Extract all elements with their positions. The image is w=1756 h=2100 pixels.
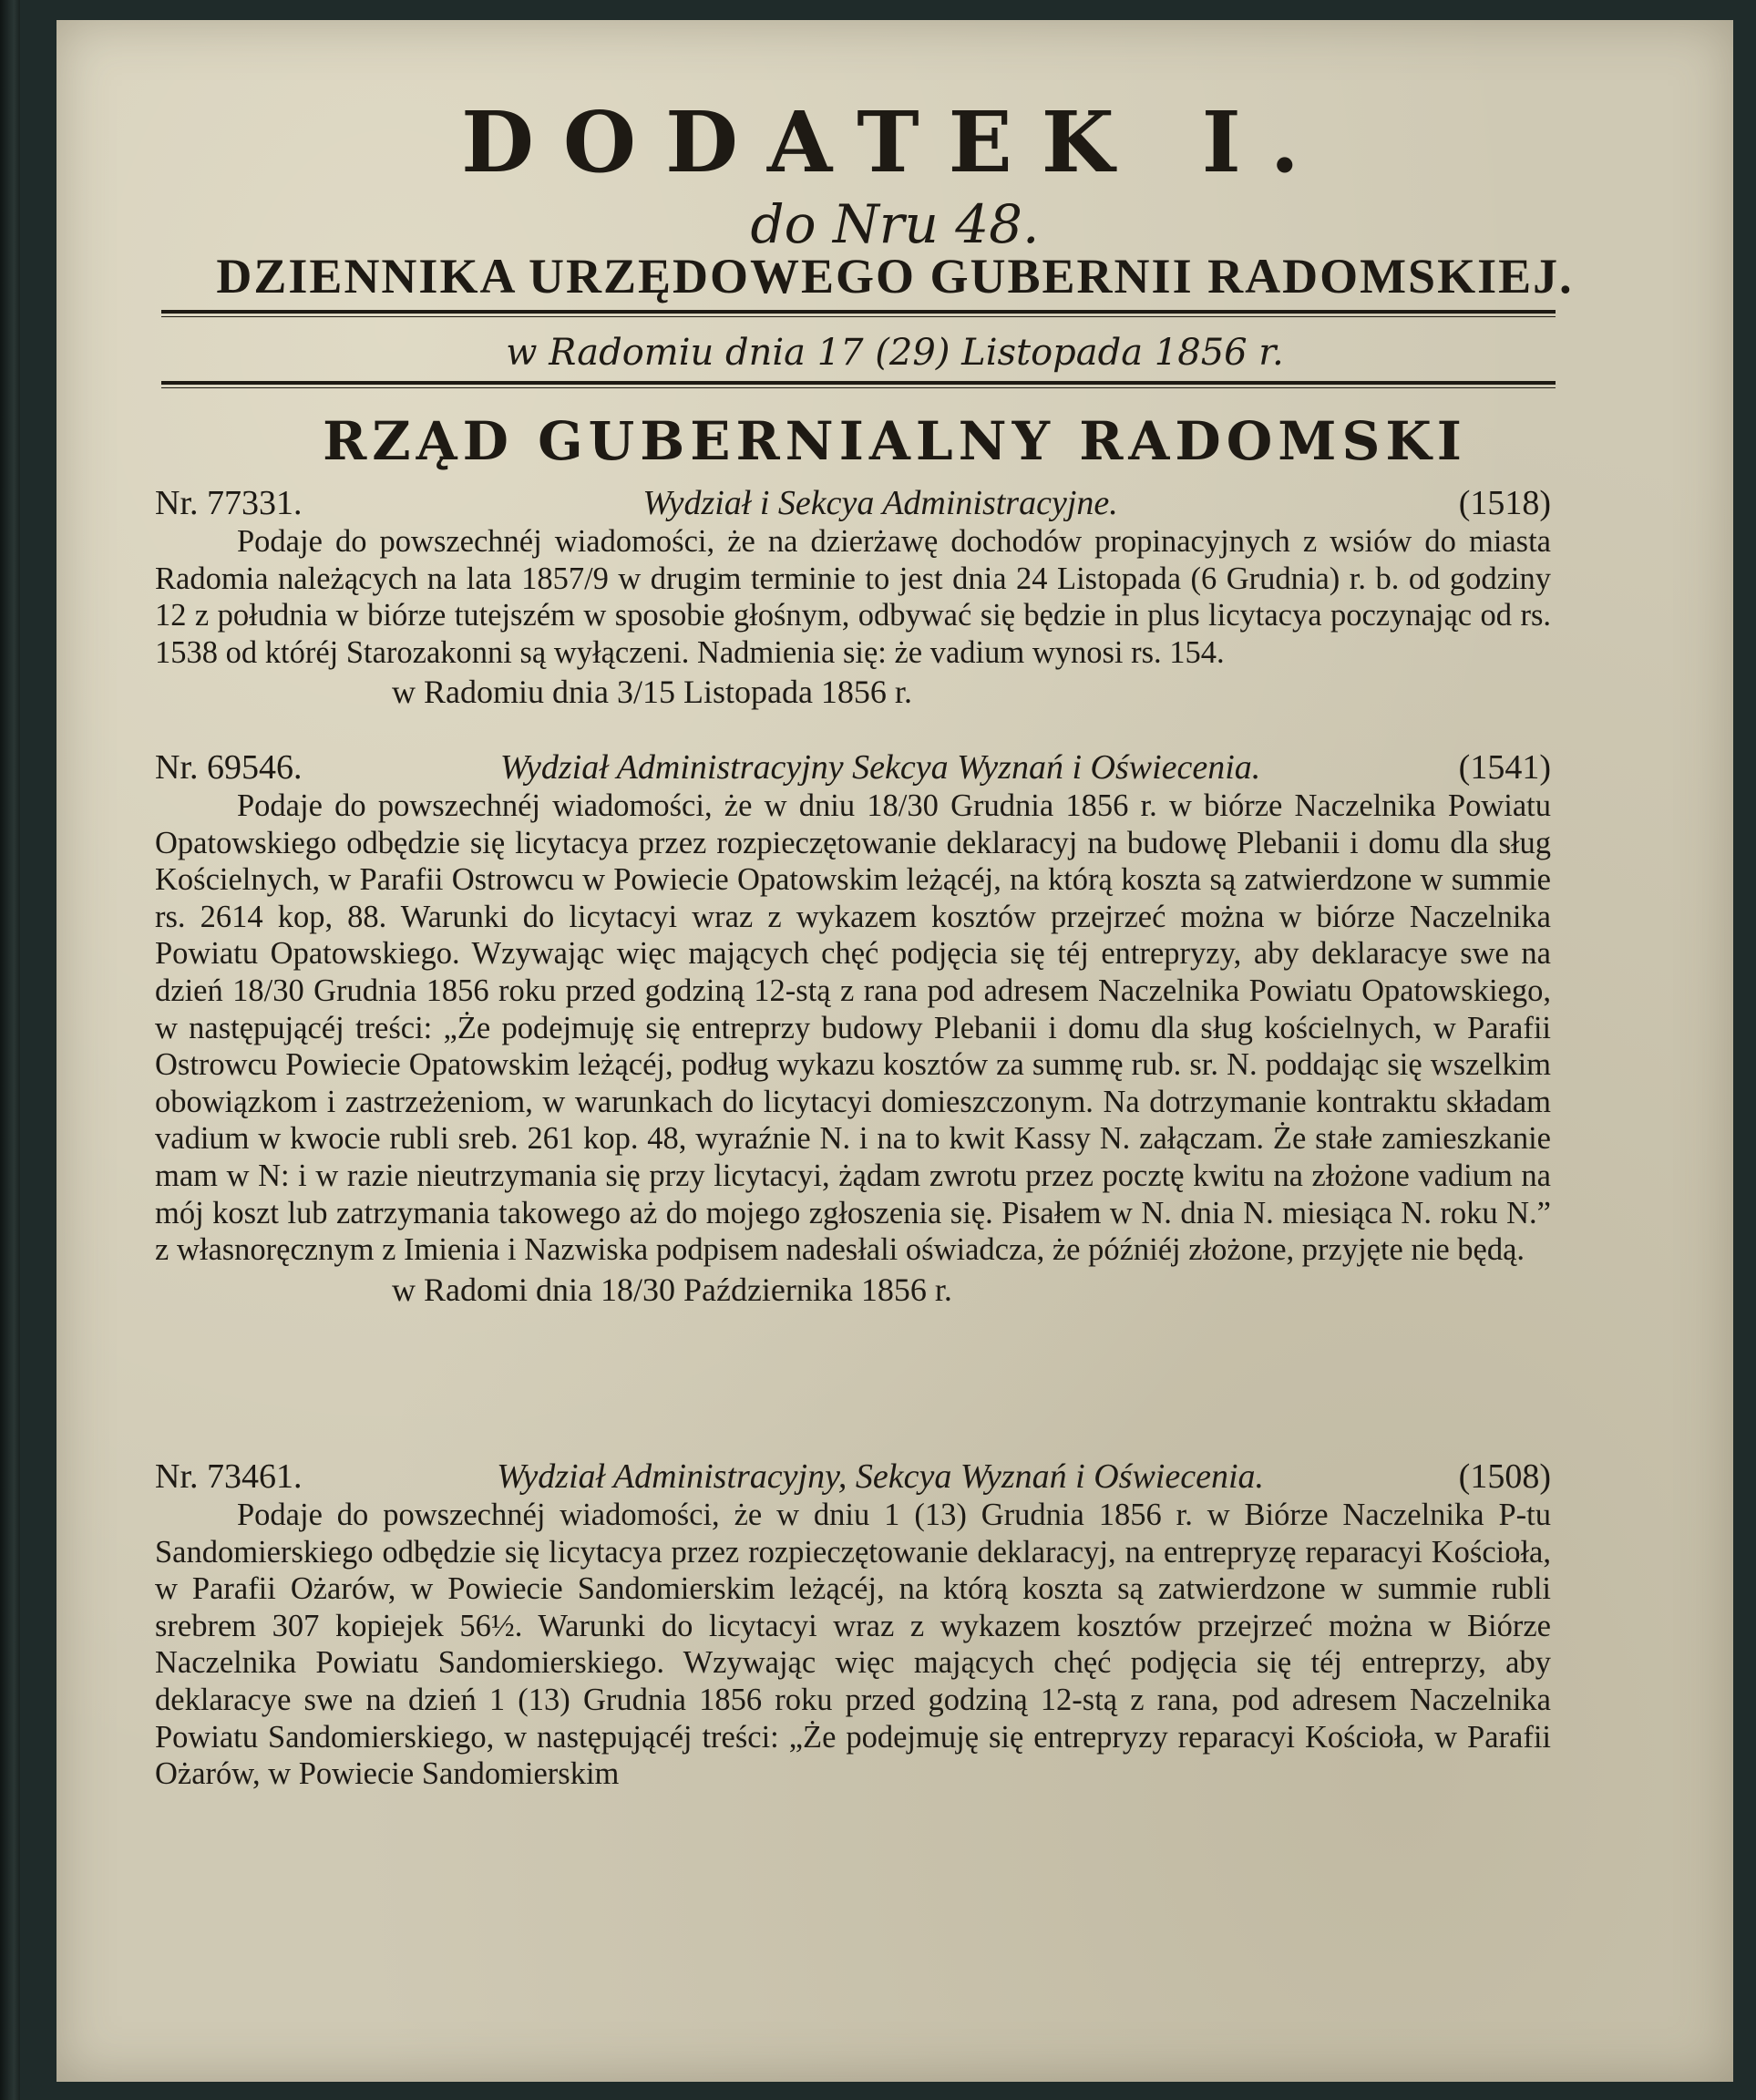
notice-ref: (1518) xyxy=(1458,484,1551,522)
notice-body: Podaje do powszechnéj wiadomości, że w dniu 18/30 Grudnia 1856 r. w biórze Naczelnika Powiatu Opatowskiego odbędzie się licytacya przez rozpieczętowanie deklaracyj na budowę Plebanii i domu dla sług Kościelnych, w Parafii Ostrowcu w Powiecie Opatowskim leżącéj, na którą koszta są zatwierdzone w summie rs. 2614 kop, 88. Warunki do licytacyi wraz z wykazem kosztów przejrzeć można w biórze Naczelnika Powiatu Opatowskiego. Wzywając więc mających chęć podjęcia się téj entrepryzy, aby deklaracye swe na dzień 18/30 Grudnia 1856 roku przed godziną 12-stą z rana pod adresem Naczelnika Powiatu Opatowskiego, w następującéj treści: „Że podejmuję się entreprzy budowy Plebanii i domu dla sług kościelnych, w Parafii Ostrowcu Powiecie Opatowskim leżącéj, podług wykazu kosztów za summę rub. sr. N. poddając się wszelkim obowiązkom i zastrzeżeniom, w warunkach do licytacyi domieszczonym. Na dotrzymanie kontraktu składam vadium w kwocie rubli sreb. 261 kop. 48, wyraźnie N. i na to kwit Kassy N. załączam. Że stałe zamieszkanie mam w N: i w razie nieutrzymania się przy licytacyi, żądam zwrotu przez pocztę kwitu na złożone vadium na mój koszt lub zatrzymania takowego aż do mojego zgłoszenia się. Pisałem w N. dnia N. miesiąca N. roku N.” z własnoręcznym z Imienia i Nazwiska podpisem nadesłali oświadcza, że późniéj złożone, przyjęte nie będą. xyxy=(155,788,1551,1268)
notice-body: Podaje do powszechnéj wiadomości, że na dzierżawę dochodów propinacyjnych z wsiów do miasta Radomia należących na lata 1857/9 w drugim terminie to jest dnia 24 Listopada (6 Grudnia) r. b. od godziny 12 z południa w biórze tutejszém w sposobie głośnym, odbywać się będzie in plus licytacya poczynając od rs. 1538 od któréj Starozakonni są wyłączeni. Nadmienia się: że vadium wynosi rs. 154. xyxy=(155,524,1551,670)
notice-entry xyxy=(155,747,1551,1309)
office-heading: RZĄD GUBERNIALNY RADOMSKI xyxy=(323,410,1467,472)
notice-header xyxy=(155,1457,1551,1497)
notice-department: Wydział Administracyjny Sekcya Wyznań i Oświecenia. xyxy=(499,748,1261,787)
notice-signature: w Radomiu dnia 3/15 Listopada 1856 r. xyxy=(392,674,912,711)
top-rule-thin xyxy=(161,316,1556,317)
bottom-rule-thin xyxy=(161,387,1556,388)
bottom-rule xyxy=(161,381,1556,385)
issue-date: w Radomiu dnia 17 (29) Listopada 1856 r. xyxy=(506,332,1284,374)
issue-number: do Nru 48. xyxy=(750,193,1040,255)
binding-edge xyxy=(0,0,20,2100)
notice-signature: w Radomi dnia 18/30 Października 1856 r. xyxy=(392,1271,952,1308)
top-rule xyxy=(161,310,1556,314)
notice-ref: (1508) xyxy=(1458,1457,1551,1496)
supplement-title: DODATEK I. xyxy=(461,93,1329,191)
newspaper-title: DZIENNIKA URZĘDOWEGO GUBERNII RADOMSKIEJ. xyxy=(216,249,1574,304)
notice-body: Podaje do powszechnéj wiadomości, że w dniu 1 (13) Grudnia 1856 r. w Biórze Naczelnika P-tu Sandomierskiego odbędzie się licytacya przez rozpieczętowanie deklaracyj, na entrepryzę reparacyi Kościoła, w Parafii Ożarów, w Powiecie Sandomierskim leżącéj, na którą koszta są zatwierdzone w summie rubli srebrem 307 kopiejek 56½. Warunki do licytacyi wraz z wykazem kosztów przejrzeć można w Biórze Naczelnika Powiatu Sandomierskiego. Wzywając więc mających chęć podjęcia się téj entreprzy, aby deklaracye swe na dzień 1 (13) Grudnia 1856 roku przed godziną 12-stą z rana, pod adresem Naczelnika Powiatu Sandomierskiego, w następującéj treści: „Że podejmuję się entrepryzy reparacyi Kościoła, w Parafii Ożarów, w Powiecie Sandomierskim xyxy=(155,1498,1551,1792)
notice-department: Wydział i Sekcya Administracyjne. xyxy=(642,484,1118,522)
notice-entry xyxy=(155,1457,1551,1793)
notice-department: Wydział Administracyjny, Sekcya Wyznań i Oświecenia. xyxy=(497,1457,1265,1496)
notice-number: Nr. 77331. xyxy=(155,484,303,522)
notice-header xyxy=(155,483,1551,523)
document-page xyxy=(56,20,1733,2082)
notice-number: Nr. 69546. xyxy=(155,748,303,787)
notice-ref: (1541) xyxy=(1458,748,1551,787)
notice-header xyxy=(155,747,1551,788)
notice-number: Nr. 73461. xyxy=(155,1457,303,1496)
notice-entry xyxy=(155,483,1551,711)
